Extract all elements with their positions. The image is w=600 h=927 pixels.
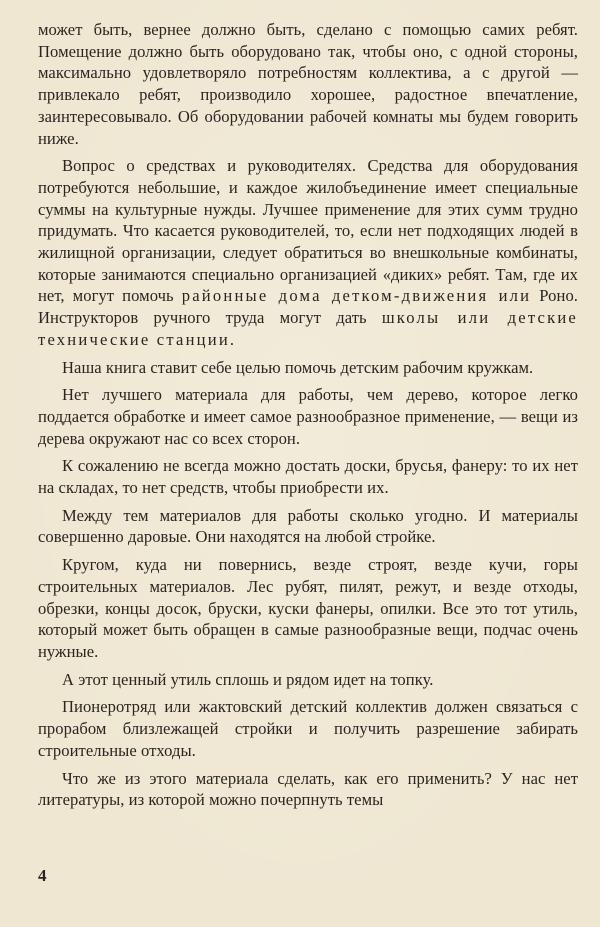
paragraph-text-segment: Вопрос о средствах и руководителях. Средства для оборудования потребуются небольшие, и каждое жилобъединение имеет специальные суммы на культурные нужды. Лучшее применение для этих сумм трудно придумать. Что касается руководителей, то, если нет подходящих людей в жилищной организации, следует обратиться во внешкольные комбинаты, которые занимаются специально организацией «диких» ребят. Там, где их нет, могут помочь <box>38 156 578 306</box>
paragraph-book-goal: Наша книга ставит себе целью помочь детским рабочим кружкам. <box>62 357 534 377</box>
spaced-emphasis-schools-stations: школы или детские технические станции <box>38 308 578 349</box>
paragraph-pioneer-troop: Пионеротряд или жактовский детский коллектив должен связаться с прорабом близлежащей стройки и получить разрешение забирать строительные отходы. <box>38 697 578 760</box>
paragraph-room-equipment: может быть, вернее должно быть, сделано с помощью самих ребят. Помещение должно быть оборудовано так, чтобы оно, с одной стороны, максимально удовлетворяло потребностям коллектива, а с другой — привлекало ребят, производило хорошее, радостное впечатление, заинтересовывало. Об оборудовании рабочей комнаты мы будем говорить ниже. <box>38 20 578 148</box>
paragraph-text-segment: . <box>229 329 235 349</box>
page-number: 4 <box>38 866 47 885</box>
paragraph-free-materials: Между тем материалов для работы сколько угодно. И материалы совершенно даровые. Они находятся на любой стройке. <box>38 505 578 547</box>
paragraph-lack-of-boards: К сожалению не всегда можно достать доски, брусья, фанеру: то их нет на складах, то нет средств, чтобы приобрести их. <box>38 456 578 498</box>
spaced-emphasis-district-houses: районные дома детком-движения или <box>181 286 532 306</box>
paragraph-wood-material: Нет лучшего материала для работы, чем дерево, которое легко поддается обработке и имеет самое разнообразное применение, — вещи из дерева окружают нас со всех сторон. <box>38 385 578 448</box>
paragraph-what-to-make: Что же из этого материала сделать, как его применить? У нас нет литературы, из которой можно почерпнуть темы <box>38 768 578 810</box>
paragraph-construction-waste: Кругом, куда ни повернись, везде строят, везде кучи, горы строительных материалов. Лес рубят, пилят, режут, и везде отходы, обрезки, концы досок, бруски, куски фанеры, опилки. Все это тот утиль, который может быть обращен в самые разнообразные вещи, подчас очень нужные. <box>38 555 578 661</box>
paragraph-burned-waste: А этот ценный утиль сплошь и рядом идет на топку. <box>62 669 434 689</box>
paragraph-text-segment: Роно. Инструкторов ручного труда могут дать <box>38 286 578 328</box>
paragraph-funds-and-leaders <box>38 155 578 350</box>
body-text <box>38 19 578 817</box>
